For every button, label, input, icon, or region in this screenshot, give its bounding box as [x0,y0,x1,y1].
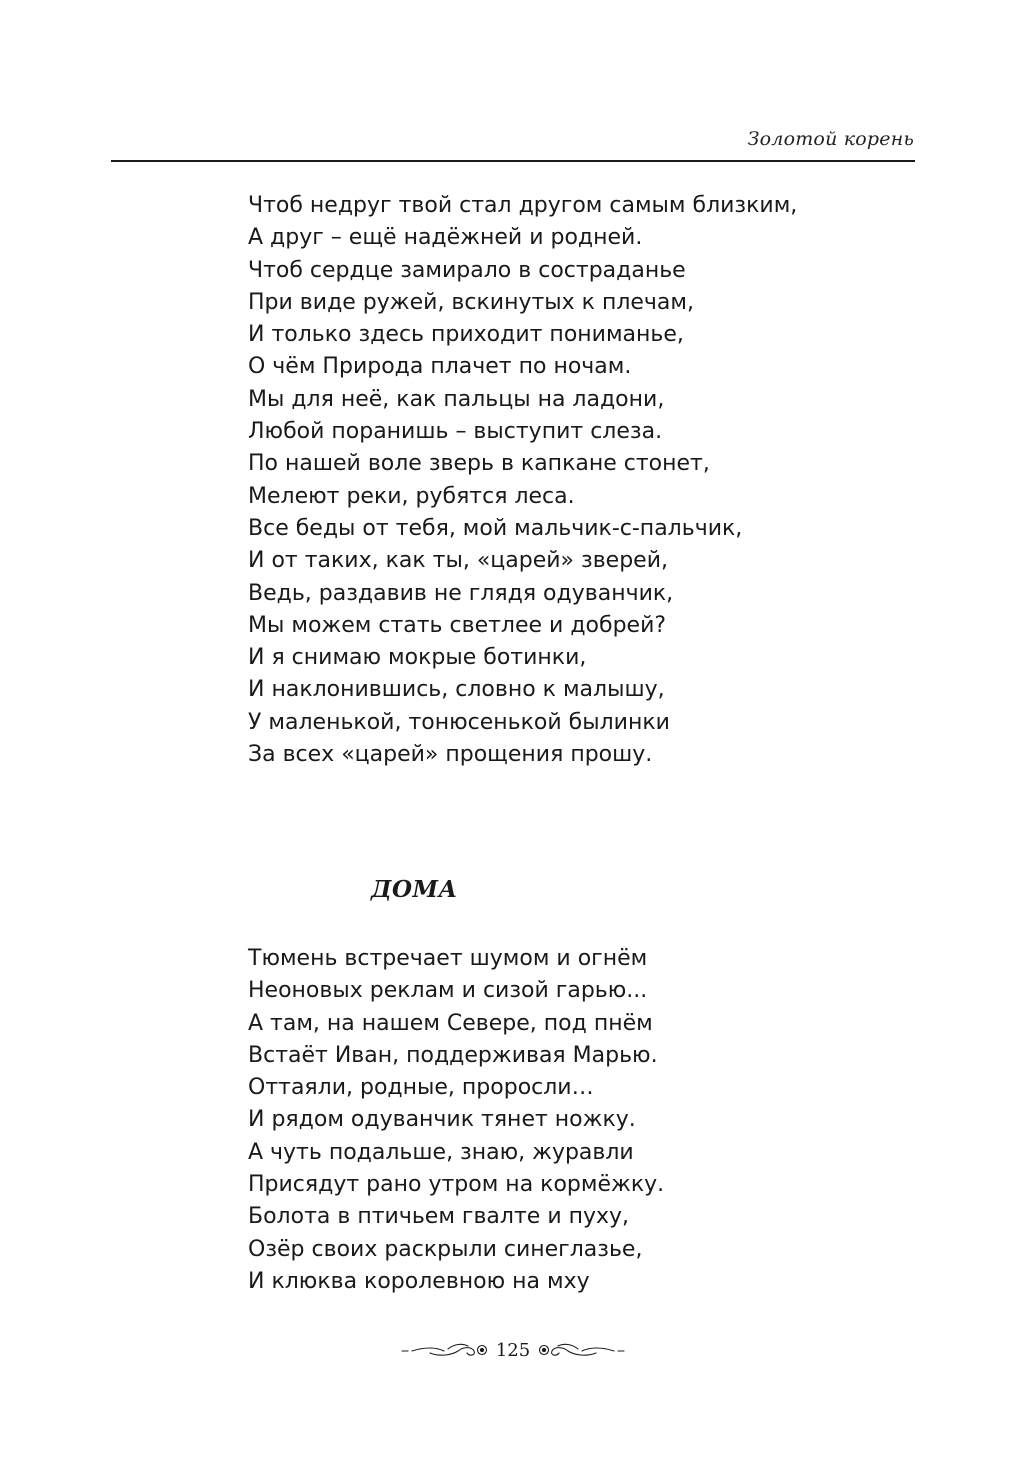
verse-line: Мы можем стать светлее и добрей? [248,612,667,638]
verse-line: Ведь, раздавив не глядя одуванчик, [248,580,674,606]
verse-line: А чуть подальше, знаю, журавли [248,1139,634,1165]
verse-line: Мы для неё, как пальцы на ладони, [248,386,665,412]
verse-line: За всех «царей» прощения прошу. [248,742,653,768]
verse-line: Присядут рано утром на кормёжку. [248,1172,665,1198]
verse-line: И от таких, как ты, «царей» зверей, [248,548,668,574]
verse-line: Мелеют реки, рубятся леса. [248,483,575,509]
verse-line: А друг – ещё надёжней и родней. [248,225,643,251]
verse-line: Оттаяли, родные, проросли… [248,1075,594,1101]
verse-line: И рядом одуванчик тянет ножку. [248,1107,636,1133]
verse-line: Чтоб сердце замирало в состраданье [248,257,686,283]
verse-line: А там, на нашем Севере, под пнём [248,1010,653,1036]
verse-line: Озёр своих раскрыли синеглазье, [248,1236,643,1262]
running-title: Золотой корень [747,128,914,150]
header-rule [111,160,915,162]
verse-line: И клюква королевною на мху [248,1268,590,1294]
verse-line: О чём Природа плачет по ночам. [248,354,632,380]
verse-line: Чтоб недруг твой стал другом самым близким, [248,193,798,218]
poem-continuation [248,190,797,771]
verse-line: И только здесь приходит пониманье, [248,322,684,348]
poem-doma [248,943,664,1298]
verse-line: Тюмень встречает шумом и огнём [248,946,648,971]
verse-line: При виде ружей, вскинутых к плечам, [248,289,695,315]
verse-line: Неоновых реклам и сизой гарью... [248,978,648,1004]
verse-line: У маленькой, тонюсенькой былинки [248,709,670,735]
poem-title: ДОМА [371,876,458,903]
verse-line: Встаёт Иван, поддерживая Марью. [248,1042,658,1068]
verse-line: Болота в птичьем гвалте и пуху, [248,1204,630,1230]
folio [400,1337,626,1365]
verse-line: Все беды от тебя, мой мальчик-с-пальчик, [248,515,743,541]
verse-line: По нашей воле зверь в капкане стонет, [248,451,710,477]
verse-line: Любой поранишь – выступит слеза. [248,419,663,445]
verse-line: И наклонившись, словно к малышу, [248,677,665,703]
page-number: 125 [495,1340,531,1361]
verse-line: И я снимаю мокрые ботинки, [248,645,587,671]
